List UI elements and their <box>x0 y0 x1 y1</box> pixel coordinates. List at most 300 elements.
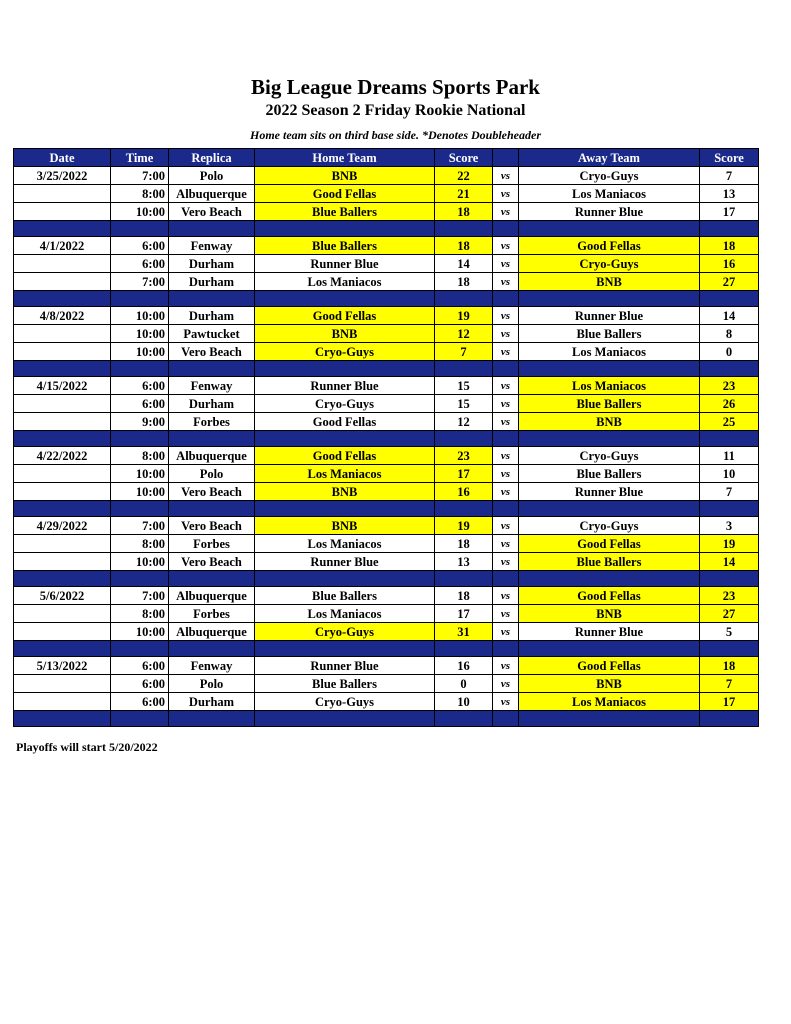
away-team: Runner Blue <box>519 307 700 325</box>
separator-cell <box>519 361 700 377</box>
home-score: 0 <box>435 675 493 693</box>
away-team: BNB <box>519 413 700 431</box>
schedule-body <box>14 167 759 727</box>
away-score: 17 <box>700 203 759 221</box>
vs-label: vs <box>493 675 519 693</box>
game-time: 6:00 <box>111 693 169 711</box>
game-date <box>14 273 111 291</box>
away-team: Cryo-Guys <box>519 167 700 185</box>
separator-cell <box>14 711 111 727</box>
vs-label: vs <box>493 167 519 185</box>
table-row <box>14 395 759 413</box>
away-team: BNB <box>519 605 700 623</box>
away-score: 18 <box>700 657 759 675</box>
col-away-team: Away Team <box>519 149 700 167</box>
home-score: 18 <box>435 587 493 605</box>
away-team: Los Maniacos <box>519 185 700 203</box>
game-replica: Durham <box>169 273 255 291</box>
game-replica: Albuquerque <box>169 587 255 605</box>
separator-cell <box>493 361 519 377</box>
table-row <box>14 255 759 273</box>
week-separator <box>14 361 759 377</box>
separator-cell <box>111 711 169 727</box>
game-time: 10:00 <box>111 483 169 501</box>
table-row <box>14 273 759 291</box>
separator-cell <box>14 291 111 307</box>
game-date <box>14 343 111 361</box>
game-replica: Vero Beach <box>169 343 255 361</box>
separator-cell <box>700 361 759 377</box>
home-team: Blue Ballers <box>255 675 435 693</box>
separator-cell <box>14 221 111 237</box>
away-team: Good Fellas <box>519 237 700 255</box>
game-replica: Fenway <box>169 377 255 395</box>
separator-cell <box>435 641 493 657</box>
game-date <box>14 553 111 571</box>
away-team: Los Maniacos <box>519 343 700 361</box>
separator-cell <box>700 571 759 587</box>
vs-label: vs <box>493 587 519 605</box>
away-score: 16 <box>700 255 759 273</box>
col-replica: Replica <box>169 149 255 167</box>
game-time: 6:00 <box>111 377 169 395</box>
game-time: 10:00 <box>111 307 169 325</box>
game-time: 6:00 <box>111 675 169 693</box>
separator-cell <box>255 291 435 307</box>
separator-cell <box>519 221 700 237</box>
home-team: Los Maniacos <box>255 605 435 623</box>
away-score: 3 <box>700 517 759 535</box>
separator-cell <box>111 641 169 657</box>
away-score: 7 <box>700 483 759 501</box>
separator-cell <box>169 641 255 657</box>
col-away-score: Score <box>700 149 759 167</box>
game-date: 4/1/2022 <box>14 237 111 255</box>
game-date <box>14 535 111 553</box>
home-score: 18 <box>435 203 493 221</box>
game-replica: Fenway <box>169 237 255 255</box>
page-subtitle: 2022 Season 2 Friday Rookie National <box>265 102 526 119</box>
table-row <box>14 535 759 553</box>
separator-cell <box>493 291 519 307</box>
away-score: 23 <box>700 377 759 395</box>
separator-cell <box>169 291 255 307</box>
table-row <box>14 605 759 623</box>
game-date <box>14 413 111 431</box>
playoffs-note: Playoffs will start 5/20/2022 <box>16 740 158 754</box>
vs-label: vs <box>493 623 519 641</box>
page-note: Home team sits on third base side. *Denotes Doubleheader <box>250 128 541 142</box>
separator-cell <box>493 431 519 447</box>
table-row <box>14 203 759 221</box>
vs-label: vs <box>493 203 519 221</box>
game-date: 5/13/2022 <box>14 657 111 675</box>
separator-cell <box>700 431 759 447</box>
game-replica: Albuquerque <box>169 623 255 641</box>
separator-cell <box>14 571 111 587</box>
vs-label: vs <box>493 447 519 465</box>
game-time: 10:00 <box>111 553 169 571</box>
separator-cell <box>255 711 435 727</box>
vs-label: vs <box>493 465 519 483</box>
game-time: 7:00 <box>111 517 169 535</box>
separator-cell <box>169 431 255 447</box>
separator-cell <box>493 501 519 517</box>
table-row <box>14 517 759 535</box>
away-score: 5 <box>700 623 759 641</box>
home-score: 16 <box>435 483 493 501</box>
header-row <box>14 149 759 167</box>
separator-cell <box>700 501 759 517</box>
vs-label: vs <box>493 255 519 273</box>
home-team: Runner Blue <box>255 377 435 395</box>
week-separator <box>14 571 759 587</box>
vs-label: vs <box>493 395 519 413</box>
away-score: 13 <box>700 185 759 203</box>
home-team: Cryo-Guys <box>255 623 435 641</box>
game-replica: Forbes <box>169 413 255 431</box>
vs-label: vs <box>493 483 519 501</box>
home-team: Runner Blue <box>255 553 435 571</box>
game-replica: Forbes <box>169 535 255 553</box>
home-team: Good Fellas <box>255 447 435 465</box>
game-time: 7:00 <box>111 167 169 185</box>
game-time: 7:00 <box>111 273 169 291</box>
away-score: 11 <box>700 447 759 465</box>
vs-label: vs <box>493 553 519 571</box>
separator-cell <box>493 641 519 657</box>
away-score: 7 <box>700 675 759 693</box>
away-team: Good Fellas <box>519 657 700 675</box>
separator-cell <box>519 641 700 657</box>
home-score: 21 <box>435 185 493 203</box>
away-team: Blue Ballers <box>519 395 700 413</box>
game-date: 4/29/2022 <box>14 517 111 535</box>
vs-label: vs <box>493 273 519 291</box>
home-team: Cryo-Guys <box>255 395 435 413</box>
separator-cell <box>435 291 493 307</box>
table-row <box>14 483 759 501</box>
separator-cell <box>435 571 493 587</box>
game-time: 8:00 <box>111 447 169 465</box>
away-team: Cryo-Guys <box>519 255 700 273</box>
game-date <box>14 185 111 203</box>
home-team: Los Maniacos <box>255 535 435 553</box>
separator-cell <box>111 571 169 587</box>
home-score: 18 <box>435 237 493 255</box>
game-time: 8:00 <box>111 185 169 203</box>
separator-cell <box>435 501 493 517</box>
home-score: 18 <box>435 535 493 553</box>
home-team: Runner Blue <box>255 255 435 273</box>
col-home-team: Home Team <box>255 149 435 167</box>
week-separator <box>14 431 759 447</box>
separator-cell <box>519 291 700 307</box>
home-score: 16 <box>435 657 493 675</box>
separator-cell <box>111 501 169 517</box>
game-replica: Albuquerque <box>169 447 255 465</box>
table-row <box>14 587 759 605</box>
separator-cell <box>519 431 700 447</box>
game-time: 9:00 <box>111 413 169 431</box>
table-row <box>14 343 759 361</box>
schedule-table <box>13 148 759 727</box>
separator-cell <box>255 361 435 377</box>
game-replica: Durham <box>169 307 255 325</box>
vs-label: vs <box>493 307 519 325</box>
week-separator <box>14 641 759 657</box>
game-replica: Durham <box>169 693 255 711</box>
home-score: 19 <box>435 517 493 535</box>
col-home-score: Score <box>435 149 493 167</box>
table-row <box>14 693 759 711</box>
away-score: 0 <box>700 343 759 361</box>
home-team: BNB <box>255 325 435 343</box>
separator-cell <box>14 501 111 517</box>
home-team: Runner Blue <box>255 657 435 675</box>
game-replica: Vero Beach <box>169 553 255 571</box>
home-team: Good Fellas <box>255 413 435 431</box>
vs-label: vs <box>493 517 519 535</box>
game-time: 6:00 <box>111 255 169 273</box>
separator-cell <box>700 221 759 237</box>
game-date <box>14 605 111 623</box>
home-team: Los Maniacos <box>255 273 435 291</box>
week-separator <box>14 221 759 237</box>
home-team: Los Maniacos <box>255 465 435 483</box>
separator-cell <box>169 711 255 727</box>
col-vs <box>493 149 519 167</box>
home-score: 23 <box>435 447 493 465</box>
table-row <box>14 623 759 641</box>
game-date <box>14 465 111 483</box>
away-team: Blue Ballers <box>519 325 700 343</box>
game-replica: Albuquerque <box>169 185 255 203</box>
separator-cell <box>111 221 169 237</box>
game-date <box>14 203 111 221</box>
game-date <box>14 255 111 273</box>
away-score: 27 <box>700 605 759 623</box>
game-time: 10:00 <box>111 325 169 343</box>
separator-cell <box>169 501 255 517</box>
home-team: Blue Ballers <box>255 203 435 221</box>
game-date <box>14 693 111 711</box>
home-score: 19 <box>435 307 493 325</box>
away-team: Cryo-Guys <box>519 517 700 535</box>
separator-cell <box>111 291 169 307</box>
game-time: 10:00 <box>111 623 169 641</box>
game-time: 10:00 <box>111 465 169 483</box>
vs-label: vs <box>493 605 519 623</box>
game-time: 8:00 <box>111 605 169 623</box>
table-row <box>14 413 759 431</box>
game-time: 8:00 <box>111 535 169 553</box>
game-replica: Vero Beach <box>169 517 255 535</box>
away-score: 14 <box>700 553 759 571</box>
game-replica: Durham <box>169 395 255 413</box>
vs-label: vs <box>493 657 519 675</box>
home-team: Cryo-Guys <box>255 343 435 361</box>
game-time: 7:00 <box>111 587 169 605</box>
away-team: Los Maniacos <box>519 377 700 395</box>
game-time: 10:00 <box>111 203 169 221</box>
away-team: Runner Blue <box>519 623 700 641</box>
separator-cell <box>493 571 519 587</box>
vs-label: vs <box>493 343 519 361</box>
game-date: 3/25/2022 <box>14 167 111 185</box>
separator-cell <box>169 361 255 377</box>
game-date <box>14 395 111 413</box>
table-row <box>14 465 759 483</box>
vs-label: vs <box>493 185 519 203</box>
home-score: 17 <box>435 605 493 623</box>
game-date: 5/6/2022 <box>14 587 111 605</box>
home-score: 22 <box>435 167 493 185</box>
away-team: Los Maniacos <box>519 693 700 711</box>
away-score: 27 <box>700 273 759 291</box>
separator-cell <box>700 711 759 727</box>
separator-cell <box>493 221 519 237</box>
separator-cell <box>435 221 493 237</box>
table-row <box>14 657 759 675</box>
separator-cell <box>700 291 759 307</box>
vs-label: vs <box>493 693 519 711</box>
away-score: 25 <box>700 413 759 431</box>
game-replica: Polo <box>169 167 255 185</box>
game-time: 6:00 <box>111 395 169 413</box>
week-separator <box>14 711 759 727</box>
home-score: 7 <box>435 343 493 361</box>
col-date: Date <box>14 149 111 167</box>
separator-cell <box>435 431 493 447</box>
separator-cell <box>14 431 111 447</box>
game-replica: Vero Beach <box>169 483 255 501</box>
separator-cell <box>255 501 435 517</box>
table-row <box>14 185 759 203</box>
game-replica: Polo <box>169 465 255 483</box>
game-replica: Durham <box>169 255 255 273</box>
away-team: Cryo-Guys <box>519 447 700 465</box>
week-separator <box>14 501 759 517</box>
away-team: Runner Blue <box>519 483 700 501</box>
separator-cell <box>111 361 169 377</box>
away-team: Good Fellas <box>519 587 700 605</box>
home-score: 12 <box>435 325 493 343</box>
game-date <box>14 483 111 501</box>
home-team: BNB <box>255 167 435 185</box>
separator-cell <box>519 501 700 517</box>
separator-cell <box>169 571 255 587</box>
game-time: 6:00 <box>111 657 169 675</box>
game-date: 4/22/2022 <box>14 447 111 465</box>
away-team: BNB <box>519 675 700 693</box>
vs-label: vs <box>493 325 519 343</box>
game-replica: Pawtucket <box>169 325 255 343</box>
table-row <box>14 675 759 693</box>
home-score: 10 <box>435 693 493 711</box>
table-row <box>14 553 759 571</box>
home-score: 15 <box>435 377 493 395</box>
separator-cell <box>255 221 435 237</box>
away-team: BNB <box>519 273 700 291</box>
game-replica: Vero Beach <box>169 203 255 221</box>
table-row <box>14 307 759 325</box>
home-team: BNB <box>255 517 435 535</box>
home-score: 15 <box>435 395 493 413</box>
away-team: Good Fellas <box>519 535 700 553</box>
vs-label: vs <box>493 413 519 431</box>
home-score: 17 <box>435 465 493 483</box>
vs-label: vs <box>493 535 519 553</box>
home-team: Blue Ballers <box>255 587 435 605</box>
separator-cell <box>255 641 435 657</box>
separator-cell <box>169 221 255 237</box>
game-time: 10:00 <box>111 343 169 361</box>
separator-cell <box>14 361 111 377</box>
away-score: 18 <box>700 237 759 255</box>
home-score: 18 <box>435 273 493 291</box>
game-replica: Polo <box>169 675 255 693</box>
away-score: 17 <box>700 693 759 711</box>
home-team: Blue Ballers <box>255 237 435 255</box>
home-score: 12 <box>435 413 493 431</box>
separator-cell <box>255 431 435 447</box>
separator-cell <box>493 711 519 727</box>
home-score: 31 <box>435 623 493 641</box>
game-time: 6:00 <box>111 237 169 255</box>
vs-label: vs <box>493 377 519 395</box>
table-row <box>14 167 759 185</box>
game-date: 4/8/2022 <box>14 307 111 325</box>
week-separator <box>14 291 759 307</box>
away-team: Runner Blue <box>519 203 700 221</box>
away-score: 19 <box>700 535 759 553</box>
separator-cell <box>14 641 111 657</box>
game-date <box>14 325 111 343</box>
table-row <box>14 237 759 255</box>
table-row <box>14 447 759 465</box>
home-team: Good Fellas <box>255 185 435 203</box>
home-score: 14 <box>435 255 493 273</box>
away-score: 14 <box>700 307 759 325</box>
home-team: Cryo-Guys <box>255 693 435 711</box>
separator-cell <box>435 711 493 727</box>
game-date <box>14 675 111 693</box>
away-score: 8 <box>700 325 759 343</box>
separator-cell <box>519 711 700 727</box>
home-team: Good Fellas <box>255 307 435 325</box>
away-score: 10 <box>700 465 759 483</box>
away-team: Blue Ballers <box>519 465 700 483</box>
home-team: BNB <box>255 483 435 501</box>
col-time: Time <box>111 149 169 167</box>
table-row <box>14 377 759 395</box>
game-replica: Fenway <box>169 657 255 675</box>
separator-cell <box>111 431 169 447</box>
home-score: 13 <box>435 553 493 571</box>
away-score: 26 <box>700 395 759 413</box>
separator-cell <box>255 571 435 587</box>
game-replica: Forbes <box>169 605 255 623</box>
away-score: 23 <box>700 587 759 605</box>
separator-cell <box>435 361 493 377</box>
vs-label: vs <box>493 237 519 255</box>
away-score: 7 <box>700 167 759 185</box>
game-date <box>14 623 111 641</box>
table-row <box>14 325 759 343</box>
page-title: Big League Dreams Sports Park <box>251 75 540 99</box>
separator-cell <box>700 641 759 657</box>
